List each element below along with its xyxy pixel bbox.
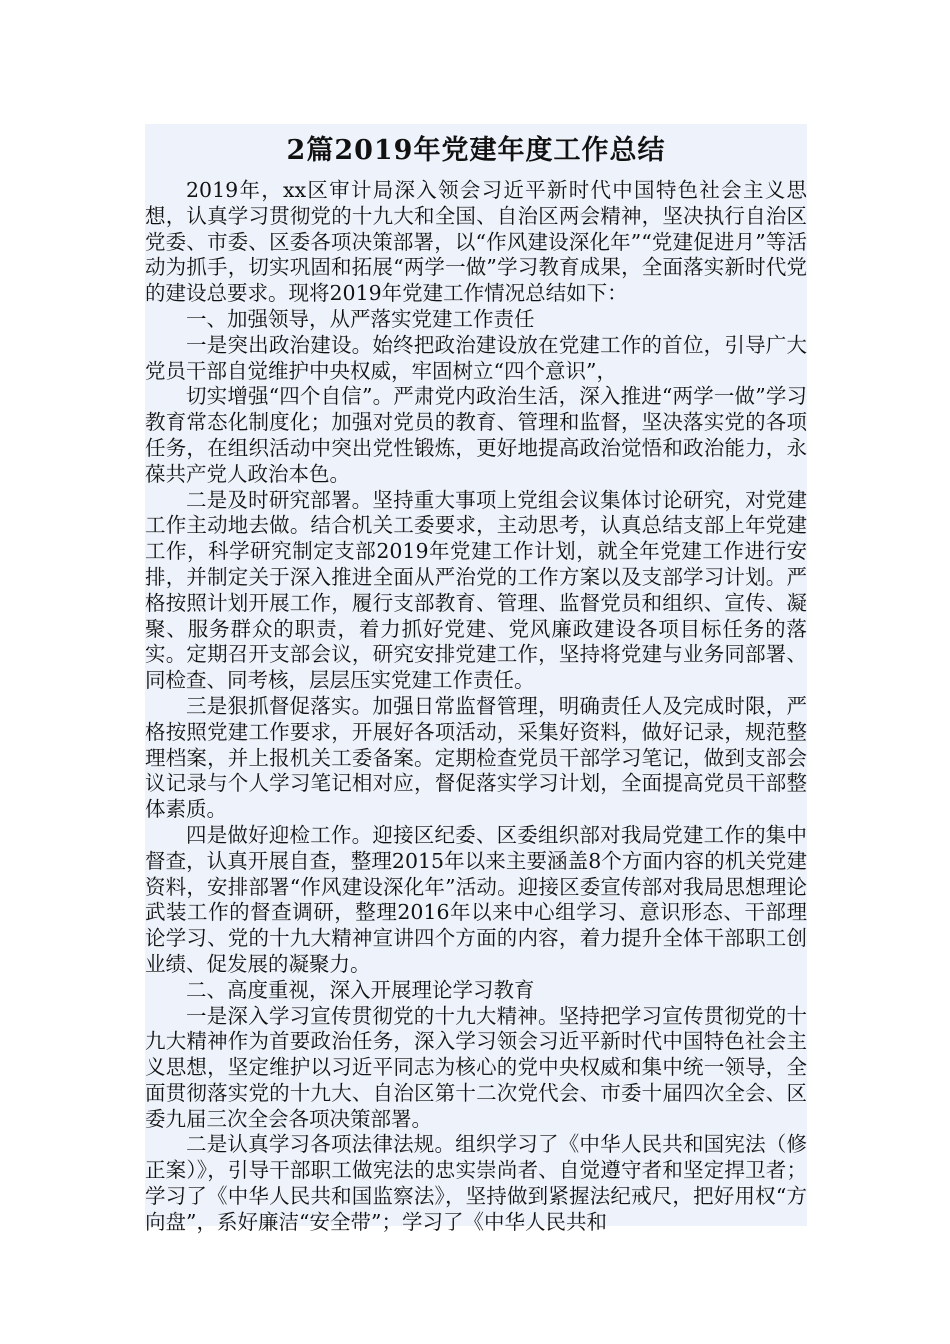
section-heading-2: 二、高度重视，深入开展理论学习教育 [186, 977, 535, 1002]
document-page [145, 124, 807, 1234]
paragraph-intro: 2019年，xx区审计局深入领会习近平新时代中国特色社会主义思想，认真学习贯彻党的十九大和全国、自治区两会精神，坚决执行自治区党委、市委、区委各项决策部署，以“作风建设深化年”“党建促进月”等活动为抓手，切实巩固和拓展“两学一做”学习教育成果，全面落实新时代党的建设总要求。现将2019年党建工作情况总结如下： [145, 178, 807, 306]
paragraph-laws-regulations: 二是认真学习各项法律法规。组织学习了《中华人民共和国宪法（修正案）》，引导干部职工做宪法的忠实崇尚者、自觉遵守者和坚定捍卫者；学习了《中华人民共和国监察法》，坚持做到紧握法纪戒尺，把好用权“方向盘”，系好廉洁“安全带”；学习了《中华人民共和 [145, 1132, 807, 1234]
paragraph-research-deployment: 二是及时研究部署。坚持重大事项上党组会议集体讨论研究，对党建工作主动地去做。结合机关工委要求，主动思考，认真总结支部上年党建工作，科学研究制定支部2019年党建工作计划，就全年党建工作进行安排，并制定关于深入推进全面从严治党的工作方案以及支部学习计划。严格按照计划开展工作，履行支部教育、管理、监督党员和组织、宣传、凝聚、服务群众的职责，着力抓好党建、党风廉政建设各项目标任务的落实。定期召开支部会议，研究安排党建工作，坚持将党建与业务同部署、同检查、同考核，层层压实党建工作责任。 [145, 487, 807, 693]
paragraph-four-confidences: 切实增强“四个自信”。严肃党内政治生活，深入推进“两学一做”学习教育常态化制度化；加强对党员的教育、管理和监督，坚决落实党的各项任务，在组织活动中突出党性锻炼，更好地提高政治觉悟和政治能力，永葆共产党人政治本色。 [145, 384, 807, 486]
paragraph-supervision: 三是狠抓督促落实。加强日常监督管理，明确责任人及完成时限，严格按照党建工作要求，开展好各项活动，采集好资料，做好记录，规范整理档案，并上报机关工委备案。定期检查党员干部学习笔记，做到支部会议记录与个人学习笔记相对应，督促落实学习计划，全面提高党员干部整体素质。 [145, 693, 807, 822]
paragraph-inspection: 四是做好迎检工作。迎接区纪委、区委组织部对我局党建工作的集中督查，认真开展自查，整理2015年以来主要涵盖8个方面内容的机关党建资料，安排部署“作风建设深化年”活动。迎接区委宣传部对我局思想理论武装工作的督查调研，整理2016年以来中心组学习、意识形态、干部理论学习、党的十九大精神宣讲四个方面的内容，着力提升全体干部职工创业绩、促发展的凝聚力。 [145, 822, 807, 976]
paragraph-nineteenth-congress: 一是深入学习宣传贯彻党的十九大精神。坚持把学习宣传贯彻党的十九大精神作为首要政治任务，深入学习领会习近平新时代中国特色社会主义思想，坚定维护以习近平同志为核心的党中央权威和集中统一领导，全面贯彻落实党的十九大、自治区第十二次党代会、市委十届四次全会、区委九届三次全会各项决策部署。 [145, 1003, 807, 1131]
document-title: 2篇2019年党建年度工作总结 [286, 135, 666, 166]
section-heading-1: 一、加强领导，从严落实党建工作责任 [186, 306, 535, 331]
paragraph-political-construction: 一是突出政治建设。始终把政治建设放在党建工作的首位，引导广大党员干部自觉维护中央权威，牢固树立“四个意识”， [145, 332, 807, 383]
